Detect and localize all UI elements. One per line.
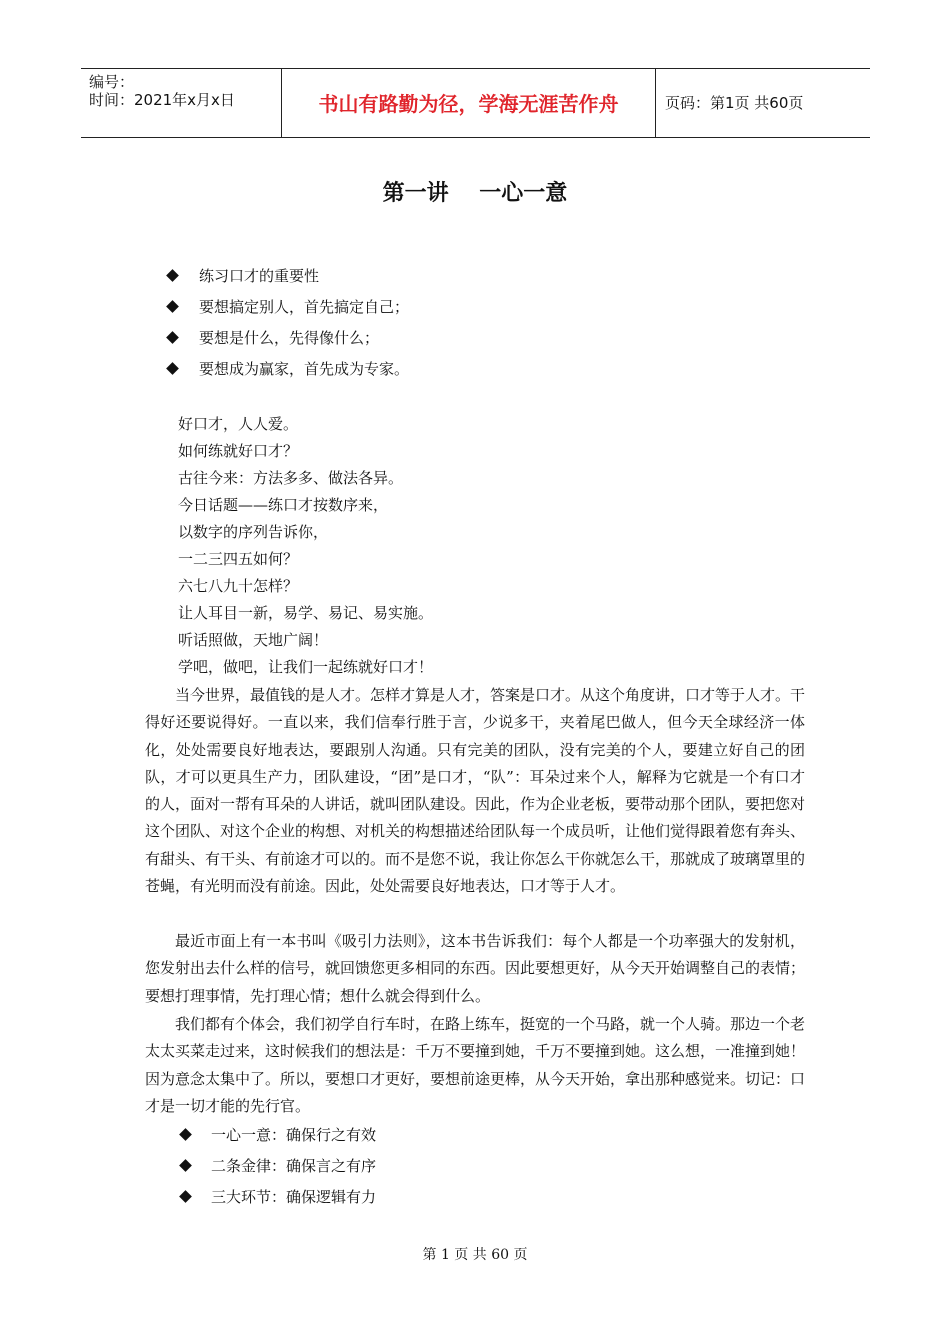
- bullet-item: [168, 262, 319, 288]
- diamond-bullet-icon: [166, 300, 179, 313]
- bullet-text: 要想是什么，先得像什么；: [199, 328, 380, 347]
- diamond-bullet-icon: [179, 1190, 192, 1203]
- bullet-text: 要想成为赢家，首先成为专家。: [199, 359, 410, 378]
- motto: 书山有路勤为径，学海无涯苦作舟: [318, 92, 619, 116]
- bullet-text: 练习口才的重要性: [199, 266, 320, 285]
- poem-line: 以数字的序列告诉你，: [178, 523, 329, 541]
- header-meta-cell: [81, 69, 281, 137]
- bullet-text: 要想搞定别人，首先搞定自己；: [199, 297, 410, 316]
- poem-line: 听话照做，天地广阔！: [178, 631, 329, 649]
- body-paragraph: 最近市面上有一本书叫《吸引力法则》，这本书告诉我们：每个人都是一个功率强大的发射机，您发射出去什么样的信号，就回馈您更多相同的东西。因此要想更好，从今天开始调整自己的表情；要想打理事情，先打理心情；想什么就会得到什么。: [145, 932, 806, 1005]
- header-motto-cell: [281, 69, 656, 137]
- bullet-item: [168, 324, 379, 350]
- poem-line: 学吧，做吧，让我们一起练就好口才！: [178, 658, 434, 676]
- page-footer: 第 1 页 共 60 页: [422, 1247, 528, 1263]
- header-page-cell: [655, 69, 870, 137]
- bullet-text: 一心一意：确保行之有效: [211, 1125, 377, 1144]
- bullet-item: [168, 355, 409, 381]
- page-title: 第一讲 一心一意: [382, 181, 568, 206]
- poem-line: 让人耳目一新，易学、易记、易实施。: [178, 604, 434, 622]
- diamond-bullet-icon: [179, 1159, 192, 1172]
- diamond-bullet-icon: [166, 362, 179, 375]
- bullet-text: 二条金律：确保言之有序: [211, 1156, 377, 1175]
- body-paragraph: 当今世界，最值钱的是人才。怎样才算是人才，答案是口才。从这个角度讲，口才等于人才。干得好还要说得好。一直以来，我们信奉行胜于言，少说多干，夹着尾巴做人，但今天全球经济一体化，处处需要良好地表达，要跟别人沟通。只有完美的团队，没有完美的个人，要建立好自己的团队，才可以更具生产力，团队建设，“团”是口才，“队”：耳朵过来个人，解释为它就是一个有口才的人，面对一帮有耳朵的人讲话，就叫团队建设。因此，作为企业老板，要带动那个团队，要把您对这个团队、对这个企业的构想、对机关的构想描述给团队每一个成员听，让他们觉得跟着您有奔头、有甜头、有干头、有前途才可以的。而不是您不说，我让你怎么干你就怎么干，那就成了玻璃罩里的苍蝇，有光明而没有前途。因此，处处需要良好地表达，口才等于人才。: [145, 686, 806, 896]
- diamond-bullet-icon: [179, 1128, 192, 1141]
- bullet-item: [181, 1121, 376, 1147]
- bullet-text: 三大环节：确保逻辑有力: [211, 1187, 377, 1206]
- diamond-bullet-icon: [166, 269, 179, 282]
- poem-line: 六七八九十怎样？: [178, 577, 299, 595]
- header-table: [81, 68, 870, 138]
- poem-line: 古往今来：方法多多、做法各异。: [178, 469, 404, 487]
- poem-line: 一二三四五如何？: [178, 550, 299, 568]
- diamond-bullet-icon: [166, 331, 179, 344]
- bullet-item: [181, 1183, 376, 1209]
- poem-line: 好口才，人人爱。: [178, 415, 299, 433]
- poem-line: 今日话题——练口才按数序来，: [178, 496, 389, 514]
- bullet-item: [168, 293, 409, 319]
- body-paragraph: 我们都有个体会，我们初学自行车时，在路上练车，挺宽的一个马路，就一个人骑。那边一个老太太买菜走过来，这时候我们的想法是：千万不要撞到她，千万不要撞到她。这么想，一准撞到她！因为意念太集中了。所以，要想口才更好，要想前途更棒，从今天开始，拿出那种感觉来。切记：口才是一切才能的先行官。: [145, 1015, 806, 1115]
- number-label: 编号：: [89, 73, 135, 91]
- bullet-item: [181, 1152, 376, 1178]
- time-label: 时间：2021年x月x日: [89, 91, 235, 109]
- page-info: 页码：第1页 共60页: [665, 94, 804, 112]
- poem-line: 如何练就好口才？: [178, 442, 299, 460]
